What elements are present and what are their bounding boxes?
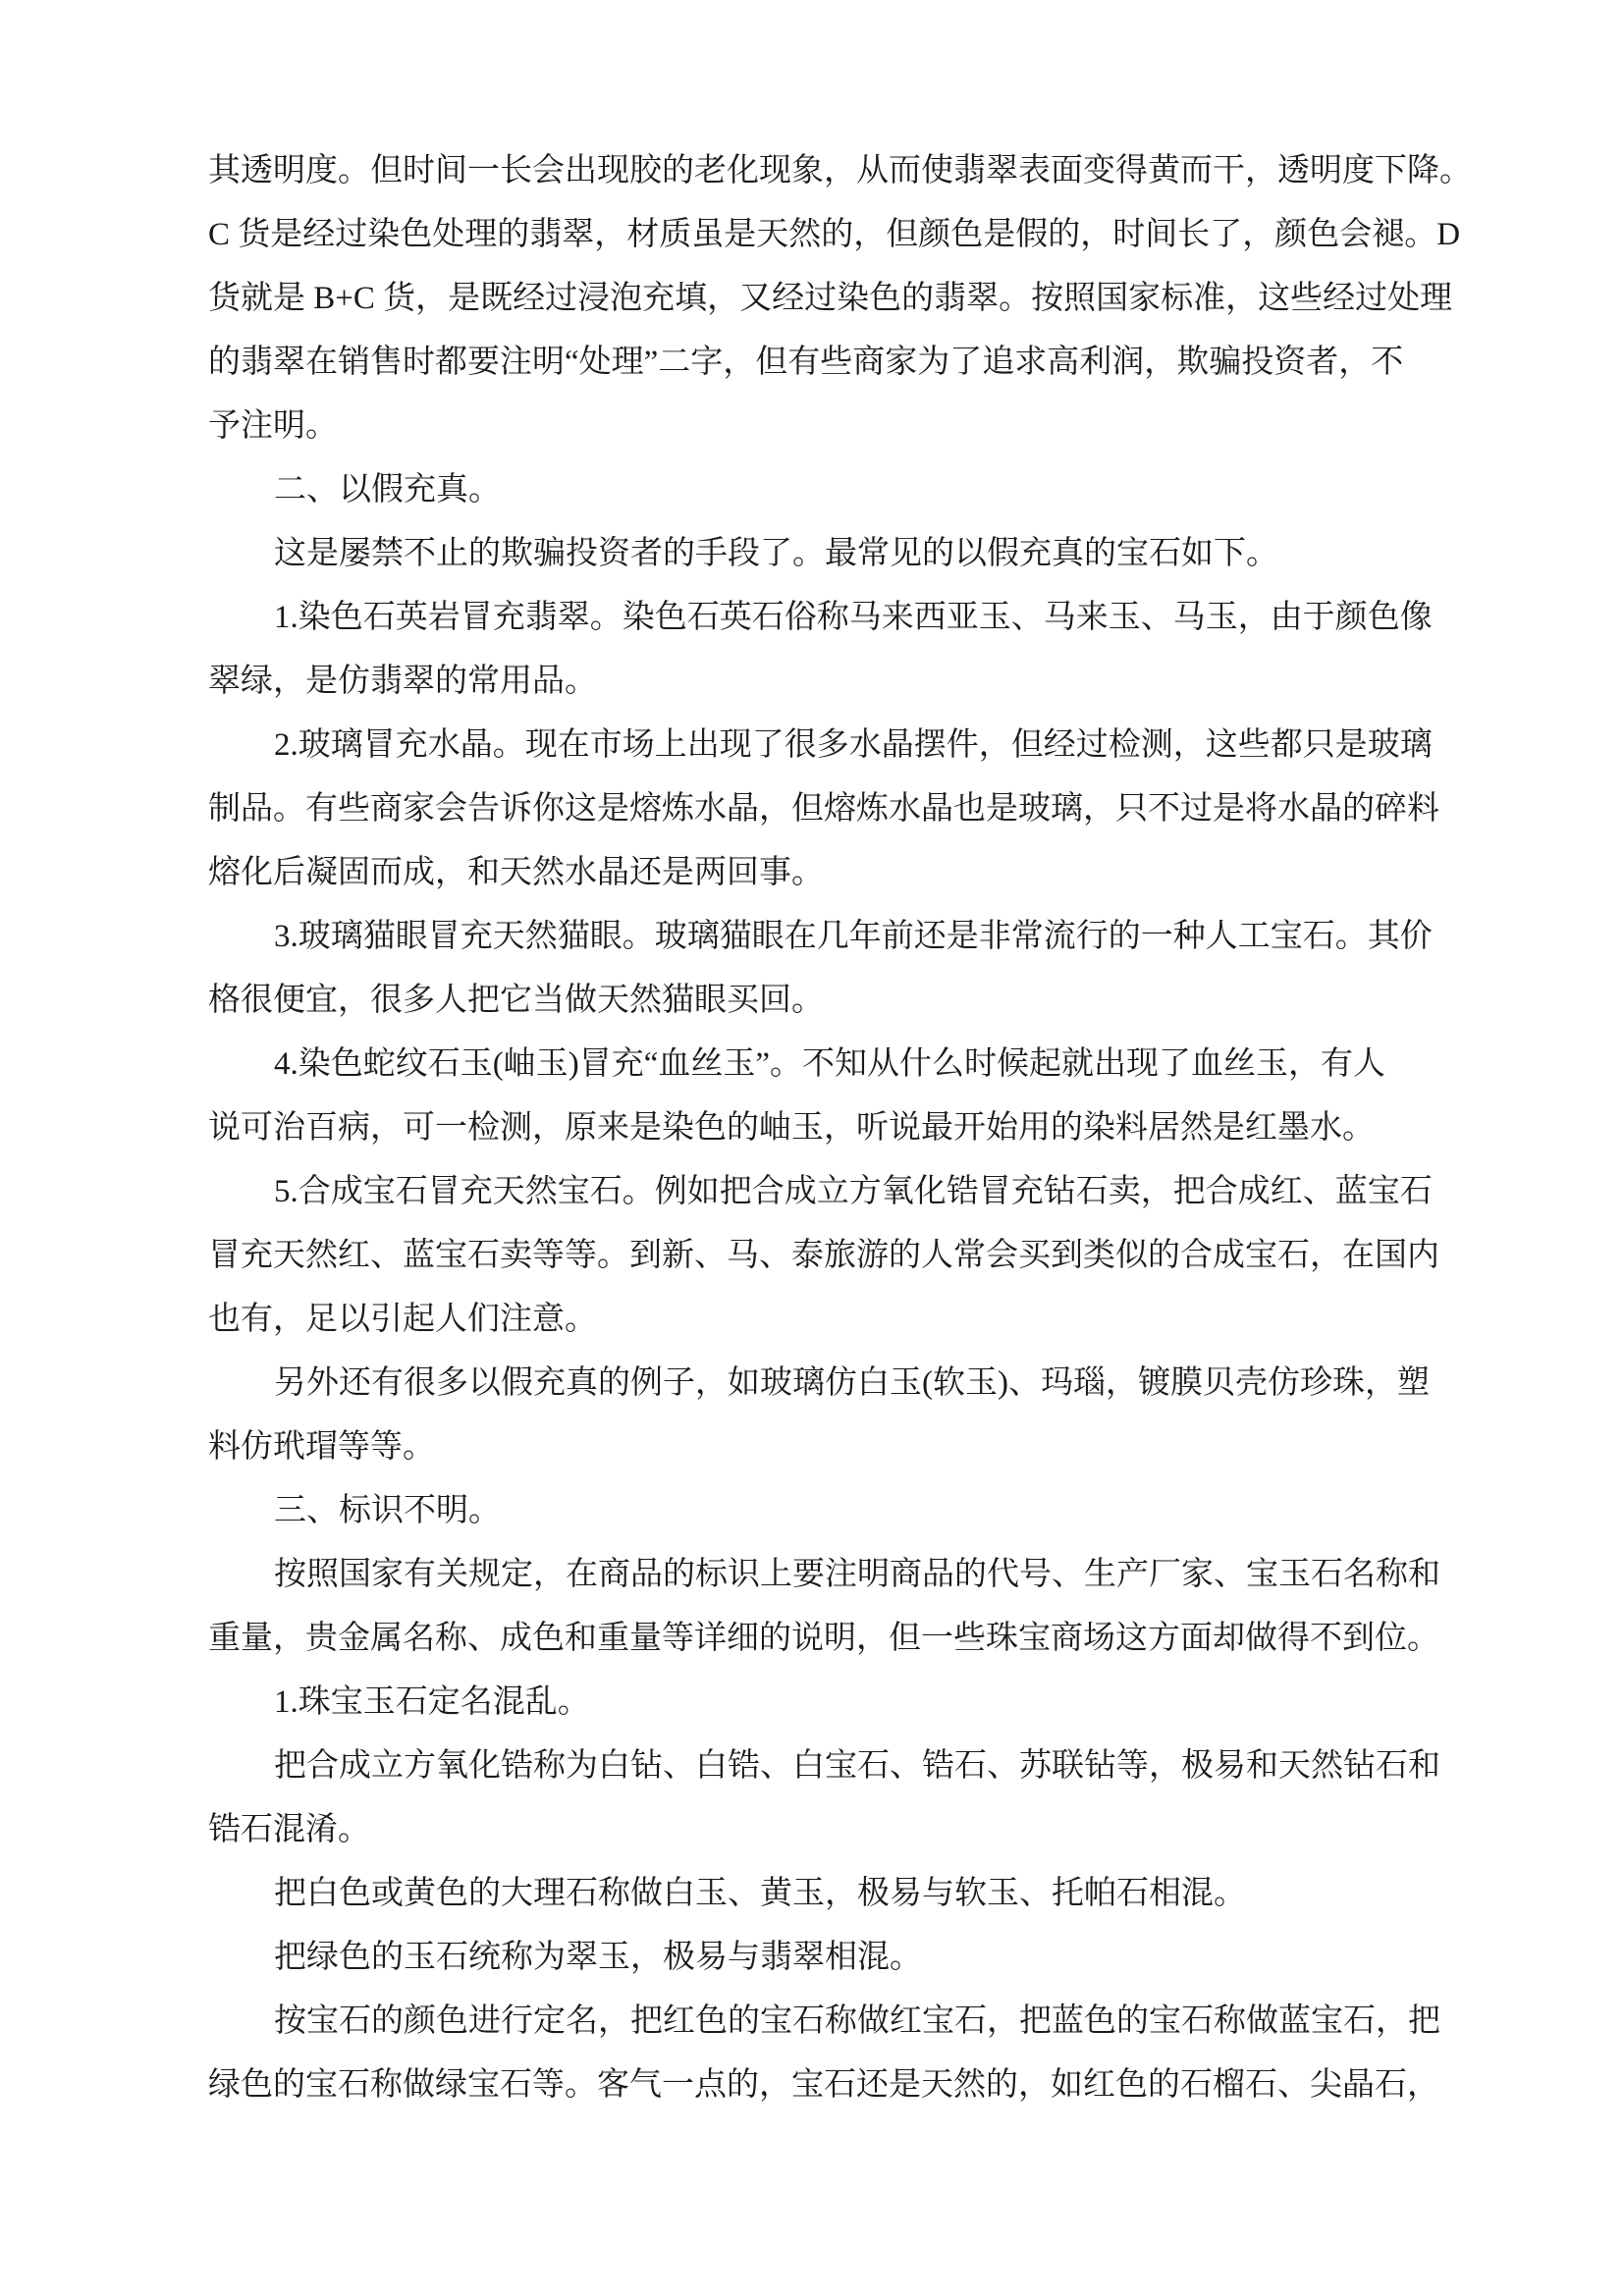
text-line: 予注明。 bbox=[208, 408, 338, 444]
text-line: 翠绿，是仿翡翠的常用品。 bbox=[208, 664, 597, 699]
text-line: 按照国家有关规定，在商品的标识上要注明商品的代号、生产厂家、宝玉石名称和 bbox=[274, 1557, 1440, 1592]
text-block bbox=[208, 139, 1485, 2117]
text-line: 1.染色石英岩冒充翡翠。染色石英石俗称马来西亚玉、马来玉、马玉，由于颜色像 bbox=[274, 600, 1433, 635]
text-line: C 货是经过染色处理的翡翠，材质虽是天然的，但颜色是假的，时间长了，颜色会褪。D bbox=[208, 217, 1461, 252]
text-line: 的翡翠在销售时都要注明“处理”二字，但有些商家为了追求高利润，欺骗投资者，不 bbox=[208, 345, 1404, 380]
text-line: 4.染色蛇纹石玉(岫玉)冒充“血丝玉”。不知从什么时候起就出现了血丝玉，有人 bbox=[274, 1046, 1386, 1082]
text-line: 也有，足以引起人们注意。 bbox=[208, 1302, 597, 1337]
text-line: 熔化后凝固而成，和天然水晶还是两回事。 bbox=[208, 855, 824, 890]
text-line: 其透明度。但时间一长会出现胶的老化现象，从而使翡翠表面变得黄而干，透明度下降。 bbox=[208, 153, 1472, 188]
text-line: 5.合成宝石冒充天然宝石。例如把合成立方氧化锆冒充钻石卖，把合成红、蓝宝石 bbox=[274, 1174, 1433, 1209]
text-line: 3.玻璃猫眼冒充天然猫眼。玻璃猫眼在几年前还是非常流行的一种人工宝石。其价 bbox=[274, 919, 1433, 954]
text-line: 制品。有些商家会告诉你这是熔炼水晶，但熔炼水晶也是玻璃，只不过是将水晶的碎料 bbox=[208, 791, 1439, 827]
text-line: 重量，贵金属名称、成色和重量等详细的说明，但一些珠宝商场这方面却做得不到位。 bbox=[208, 1621, 1439, 1656]
text-line: 2.玻璃冒充水晶。现在市场上出现了很多水晶摆件，但经过检测，这些都只是玻璃 bbox=[274, 727, 1433, 763]
text-line: 锆石混淆。 bbox=[208, 1812, 370, 1847]
text-line: 把白色或黄色的大理石称做白玉、黄玉，极易与软玉、托帕石相混。 bbox=[274, 1876, 1246, 1911]
text-line: 料仿玳瑁等等。 bbox=[208, 1429, 435, 1465]
text-line: 1.珠宝玉石定名混乱。 bbox=[274, 1684, 590, 1720]
text-line: 绿色的宝石称做绿宝石等。客气一点的，宝石还是天然的，如红色的石榴石、尖晶石， bbox=[208, 2067, 1439, 2103]
text-line: 冒充天然红、蓝宝石卖等等。到新、马、泰旅游的人常会买到类似的合成宝石，在国内 bbox=[208, 1238, 1439, 1273]
text-line: 这是屡禁不止的欺骗投资者的手段了。最常见的以假充真的宝石如下。 bbox=[274, 536, 1278, 571]
text-line: 按宝石的颜色进行定名，把红色的宝石称做红宝石，把蓝色的宝石称做蓝宝石，把 bbox=[274, 2003, 1440, 2039]
text-line: 另外还有很多以假充真的例子，如玻璃仿白玉(软玉)、玛瑙，镀膜贝壳仿珍珠，塑 bbox=[274, 1365, 1430, 1401]
text-line: 说可治百病，可一检测，原来是染色的岫玉，听说最开始用的染料居然是红墨水。 bbox=[208, 1110, 1375, 1146]
text-line: 格很便宜，很多人把它当做天然猫眼买回。 bbox=[208, 983, 824, 1018]
text-line: 把绿色的玉石统称为翠玉，极易与翡翠相混。 bbox=[274, 1940, 922, 1975]
text-line: 二、以假充真。 bbox=[274, 472, 501, 507]
text-line: 把合成立方氧化锆称为白钻、白锆、白宝石、锆石、苏联钻等，极易和天然钻石和 bbox=[274, 1748, 1440, 1784]
text-line: 货就是 B+C 货，是既经过浸泡充填，又经过染色的翡翠。按照国家标准，这些经过处理 bbox=[208, 281, 1453, 316]
text-line: 三、标识不明。 bbox=[274, 1493, 501, 1528]
